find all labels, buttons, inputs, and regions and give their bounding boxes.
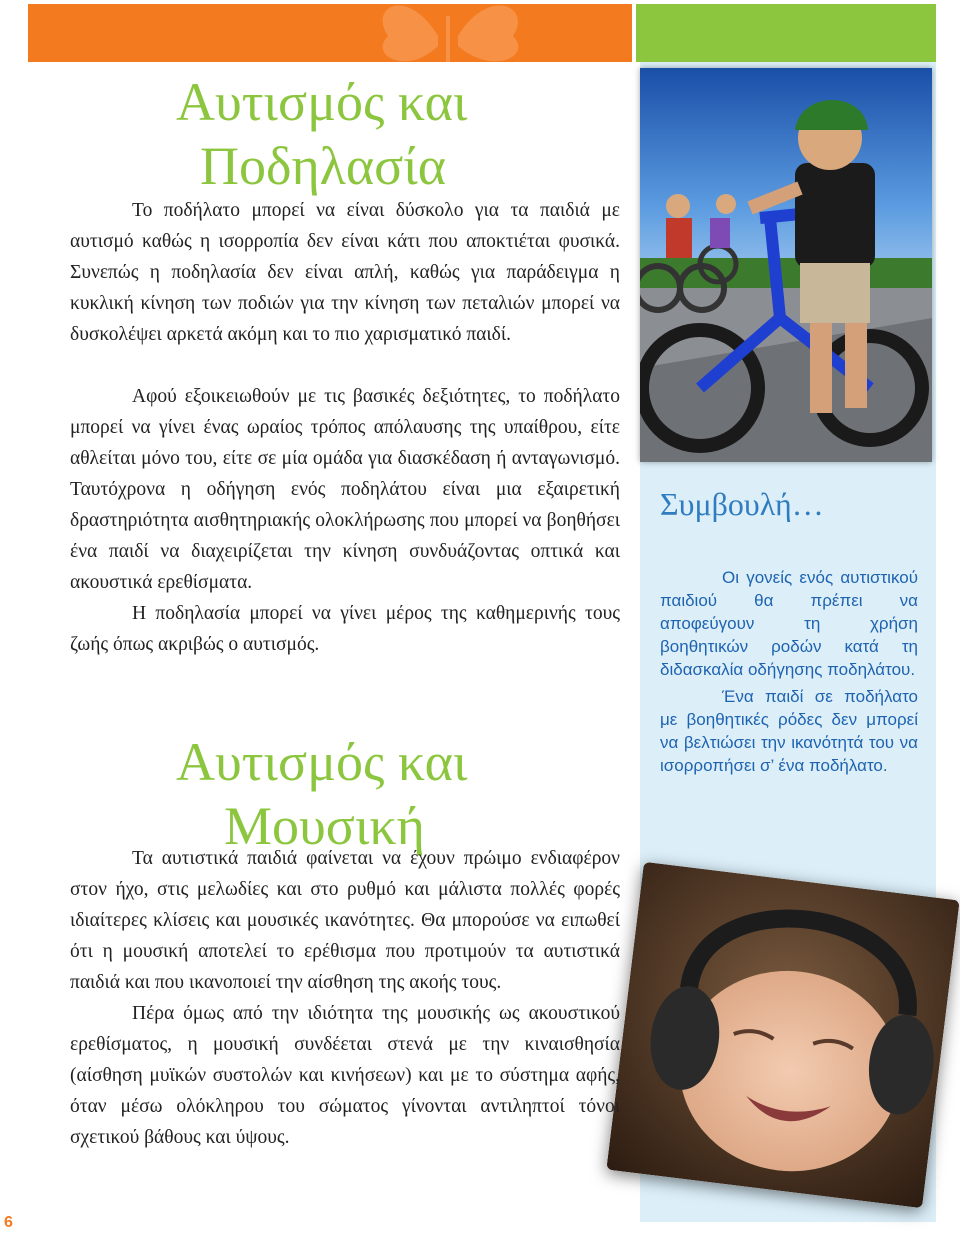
cycling-paragraph-1: Το ποδήλατο μπορεί να είναι δύσκολο για τα παιδιά με αυτισμό καθώς η ισορροπία δεν είναι κάτι που αποκτιέται φυσικά. Συνεπώς η ποδηλασία δεν είναι απλή, καθώς για παράδειγμα η κυκλική κίνηση των ποδιών για την κίνηση των πεταλιών μπορεί να δυσκολέψει αρκετά ακόμη και το πιο χαρισματικό παιδί.: [70, 200, 620, 345]
child-on-bike-photo: [640, 68, 932, 462]
section-title-music: [176, 730, 467, 858]
section-title-cycling-line2: Ποδηλασία: [200, 136, 447, 196]
section-title-cycling-line1: Αυτισμός και: [176, 72, 468, 132]
header-green-bar: [636, 4, 936, 62]
music-paragraph-1: Τα αυτιστικά παιδιά φαίνεται να έχουν πρώιμο ενδιαφέρον στον ήχο, στις μελωδίες και στο ρυθμό και μάλιστα πολλές φορές ιδιαίτερες κλίσεις και μουσικές ικανότητες. Θα μπορούσε να ειπωθεί ότι η μουσική αποτελεί το ερέθισμα που προτιμούν τα αυτιστικά παιδιά και που ικανοποιεί την αίσθηση της ακοής τους.: [70, 848, 620, 993]
tip-title: Συμβουλή…: [660, 486, 824, 522]
music-text: [70, 843, 620, 1153]
cycling-text: [70, 195, 620, 660]
page-number: 6: [4, 1214, 13, 1231]
tip-paragraph-1: Οι γονείς ενός αυτιστικού παιδιού θα πρέπει να αποφεύγουν τη χρήση βοηθητικών ροδών κατά τη διδασκαλία οδήγησης ποδηλάτου.: [660, 568, 918, 679]
baby-with-headphones-photo: [606, 862, 959, 1208]
cycling-paragraph-2: Αφού εξοικειωθούν με τις βασικές δεξιότητες, το ποδήλατο μπορεί να γίνει ένας ωραίος τρόπος απόλαυσης της υπαίθρου, είτε αθλείται μόνο του, είτε σε μία ομάδα για διασκέδαση ή ανταγωνισμό. Ταυτόχρονα η οδήγηση ενός ποδηλάτου είναι μια εξαιρετική δραστηριότητα αισθητηριακής ολοκλήρωσης που μπορεί να βοηθήσει ένα παιδί να διαχειρίζεται την κίνηση συνδυάζοντας οπτικά και ακουστικά ερεθίσματα.: [70, 386, 620, 593]
tip-paragraph-2: Ένα παιδί σε ποδήλατο με βοηθητικές ρόδες δεν μπορεί να βελτιώσει την ικανότητά του να ισορροπήσει σ’ ένα ποδήλατο.: [660, 687, 918, 775]
cycling-paragraph-3: Η ποδηλασία μπορεί να γίνει μέρος της καθημερινής τους ζωής όπως ακριβώς ο αυτισμός.: [70, 603, 620, 655]
tip-text: [660, 566, 918, 781]
header-orange-bar: [28, 4, 632, 62]
section-title-music-line2: Μουσική: [224, 796, 425, 856]
section-title-cycling: [176, 70, 467, 198]
music-paragraph-2: Πέρα όμως από την ιδιότητα της μουσικής ως ακουστικού ερεθίσματος, η μουσική συνδέεται στενά με την κιναισθησία (αίσθηση μυϊκών συστολών και κινήσεων) και με το σύστημα αφής, όταν μέσω ολόκληρου του σώματος γίνονται αντιληπτοί τόνοι σχετικού βάθους και ύψους.: [70, 1003, 620, 1148]
section-title-music-line1: Αυτισμός και: [176, 732, 468, 792]
butterfly-watermark-icon: [368, 4, 538, 62]
